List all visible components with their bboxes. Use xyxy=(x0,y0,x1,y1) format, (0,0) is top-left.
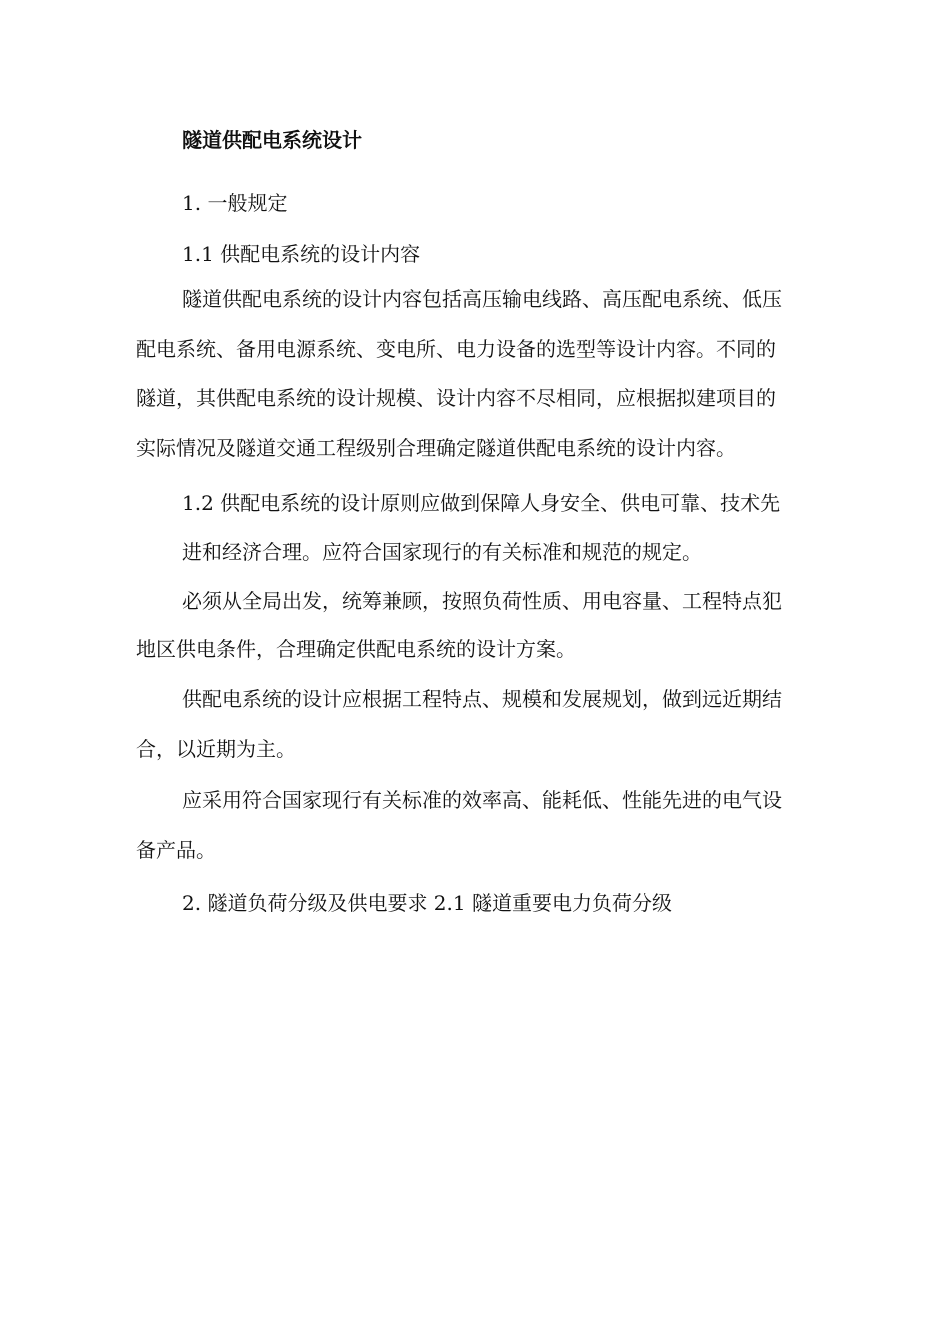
paragraph-4-line-2: 合，以近期为主。 xyxy=(136,737,296,761)
paragraph-2-line-1: 1.2 供配电系统的设计原则应做到保障人身安全、供电可靠、技术先 xyxy=(182,491,781,515)
section-1-heading: 1. 一般规定 xyxy=(182,191,288,215)
paragraph-1-line-4: 实际情况及隧道交通工程级别合理确定隧道供配电系统的设计内容。 xyxy=(136,436,736,460)
paragraph-3-line-1: 必须从全局出发，统筹兼顾，按照负荷性质、用电容量、工程特点犯 xyxy=(182,589,782,613)
paragraph-1-line-3: 隧道，其供配电系统的设计规模、设计内容不尽相同，应根据拟建项目的 xyxy=(136,386,776,410)
paragraph-5-line-2: 备产品。 xyxy=(136,838,216,862)
section-1-1-heading: 1.1 供配电系统的设计内容 xyxy=(182,242,421,266)
document-title: 隧道供配电系统设计 xyxy=(182,128,362,152)
section-2-heading: 2. 隧道负荷分级及供电要求 2.1 隧道重要电力负荷分级 xyxy=(182,891,672,915)
paragraph-1-line-2: 配电系统、备用电源系统、变电所、电力设备的选型等设计内容。不同的 xyxy=(136,337,776,361)
paragraph-3-line-2: 地区供电条件，合理确定供配电系统的设计方案。 xyxy=(136,637,576,661)
paragraph-1-line-1: 隧道供配电系统的设计内容包括高压输电线路、高压配电系统、低压 xyxy=(182,287,782,311)
paragraph-4-line-1: 供配电系统的设计应根据工程特点、规模和发展规划，做到远近期结 xyxy=(182,687,782,711)
paragraph-5-line-1: 应采用符合国家现行有关标准的效率高、能耗低、性能先进的电气设 xyxy=(182,788,782,812)
paragraph-2-line-2: 进和经济合理。应符合国家现行的有关标准和规范的规定。 xyxy=(182,540,702,564)
